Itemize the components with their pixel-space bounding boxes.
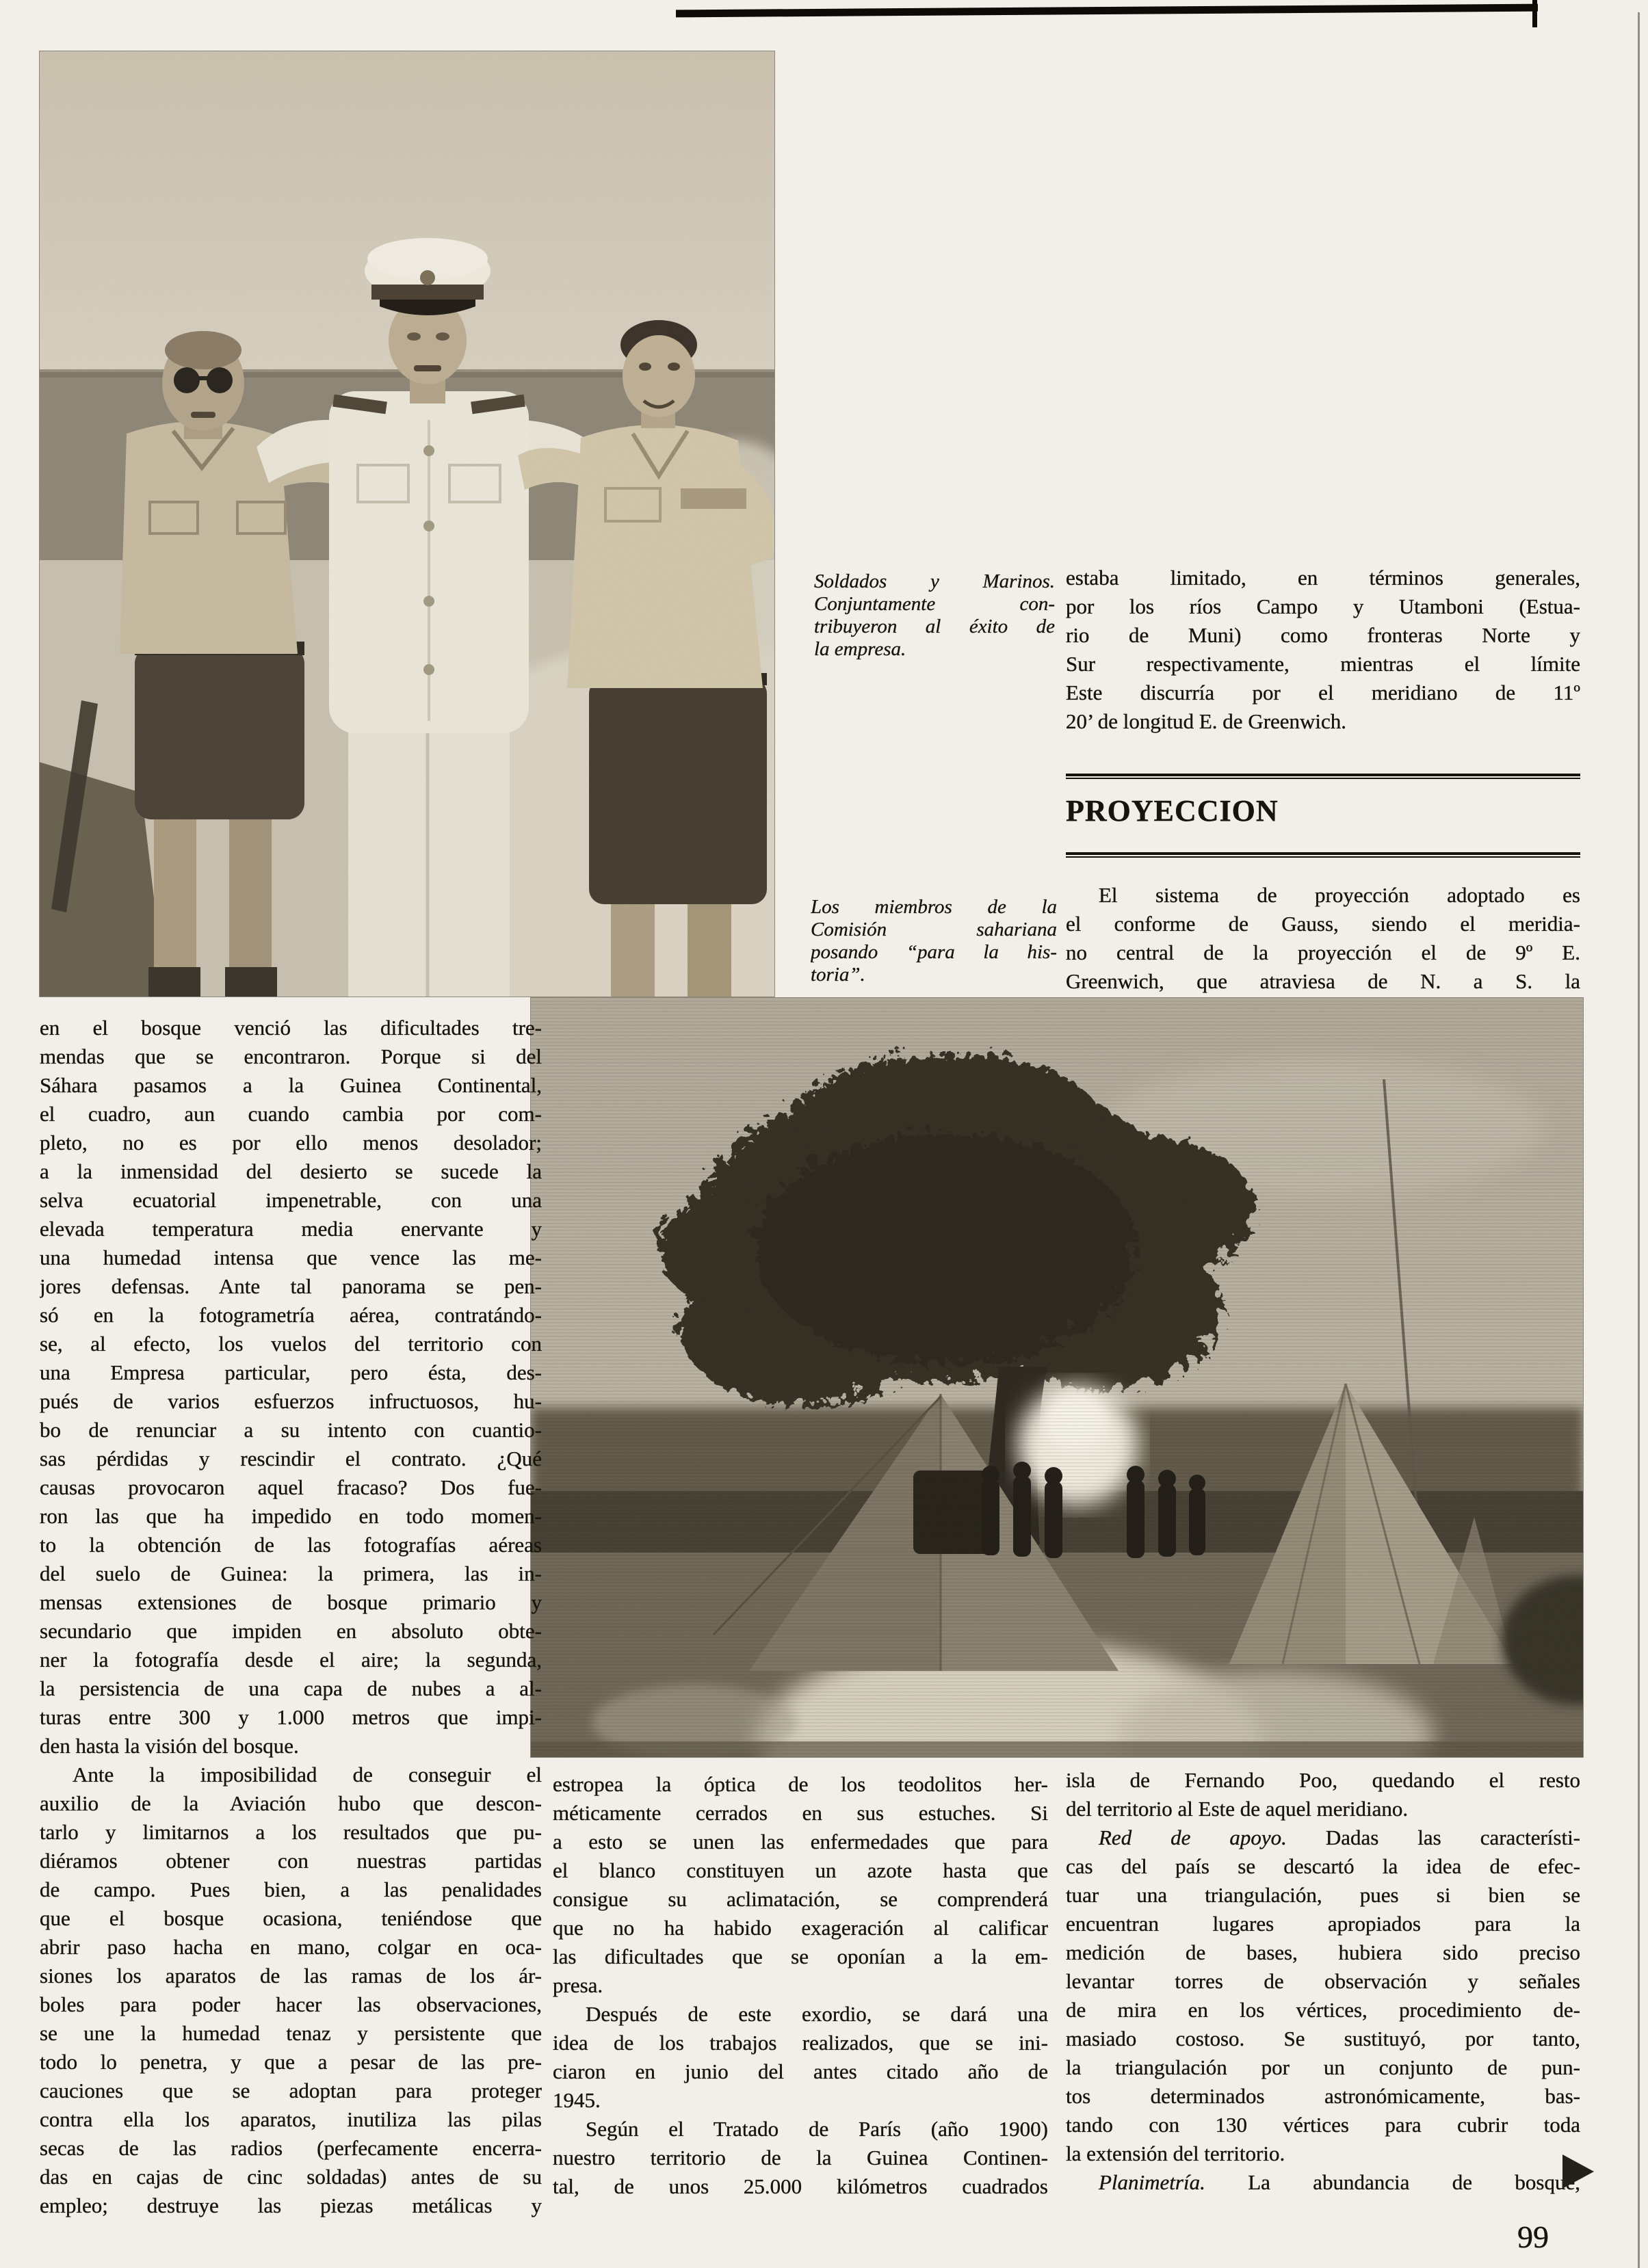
text-line: consigue su aclimatación, se comprenderá — [553, 1887, 1048, 1911]
text-line: turas entre 300 y 1.000 metros que impi- — [40, 1705, 542, 1729]
text-line: masiado costoso. Se sustituyó, por tanto, — [1066, 2027, 1580, 2051]
section-rule-top — [1066, 774, 1580, 779]
text-line: isla de Fernando Poo, quedando el resto — [1066, 1768, 1580, 1792]
page-edge-line — [1638, 12, 1640, 2268]
text-column-middle — [553, 1770, 1048, 2201]
text-line: mendas que se encontraron. Porque si del — [40, 1044, 542, 1068]
text-line: Según el Tratado de París (año 1900) — [586, 2117, 1048, 2141]
text-line: secas de las radios (perfecamente encerra- — [40, 2136, 542, 2160]
text-line: Red de apoyo. Dadas las característi- — [1099, 1825, 1580, 1849]
text-line: Planimetría. La abundancia de bosque, — [1099, 2170, 1580, 2194]
text-line: Este discurría por el meridiano de 11º — [1066, 681, 1580, 704]
text-line: la triangulación por un conjunto de pun- — [1066, 2055, 1580, 2079]
text-line: Ante la imposibilidad de conseguir el — [73, 1763, 542, 1786]
text-line: medición de bases, hubiera sido preciso — [1066, 1940, 1580, 1964]
text-line: a esto se unen las enfermedades que para — [553, 1830, 1048, 1854]
text-column-left — [40, 1014, 542, 2220]
text-line: 1945. — [553, 2088, 601, 2112]
text-line: toria”. — [811, 964, 865, 986]
text-line: to la obtención de las fotografías aéreas — [40, 1533, 542, 1557]
text-column-right-top — [1066, 564, 1580, 736]
text-line: que el bosque ocasiona, teniéndose que — [40, 1906, 542, 1930]
text-line: auxilio de la Aviación hubo que descon- — [40, 1791, 542, 1815]
text-line: diéramos obtener con nuestras partidas — [40, 1849, 542, 1873]
text-line: 20’ de longitud E. de Greenwich. — [1066, 709, 1347, 733]
photo2-caption — [811, 896, 1057, 986]
text-line: las dificultades que se oponían a la em- — [553, 1944, 1048, 1968]
text-line: del suelo de Guinea: la primera, las in- — [40, 1561, 542, 1585]
text-line: de mira en los vértices, procedimiento de- — [1066, 1998, 1580, 2022]
text-line: la extensión del territorio. — [1066, 2141, 1285, 2165]
text-line: secundario que impiden en absoluto obte- — [40, 1619, 542, 1643]
text-column-right-mid — [1066, 881, 1580, 996]
text-line: Soldados y Marinos. — [814, 570, 1055, 592]
text-line: empleo; destruye las piezas metálicas y — [40, 2193, 542, 2217]
text-line: una Empresa particular, pero ésta, des- — [40, 1360, 542, 1384]
text-line: del territorio al Este de aquel meridiano. — [1066, 1797, 1409, 1821]
film-grain — [530, 997, 1584, 1758]
text-line: tos determinados astronómicamente, bas- — [1066, 2084, 1580, 2108]
text-line: idea de los trabajos realizados, que se ini- — [553, 2031, 1048, 2055]
text-line: posando “para la his- — [811, 941, 1057, 963]
text-line: sas pérdidas y rescindir el contrato. ¿Qué — [40, 1447, 542, 1471]
italic-lead: Planimetría. — [1099, 2170, 1205, 2194]
text-line: das en cajas de cinc soldadas) antes de su — [40, 2165, 542, 2189]
text-line: el blanco constituyen un azote hasta que — [553, 1858, 1048, 1882]
text-line: la persistencia de una capa de nubes a al- — [40, 1676, 542, 1700]
scan-artifact-bar — [676, 4, 1538, 18]
text-line: cauciones que se adoptan para proteger — [40, 2079, 542, 2102]
text-line: Sur respectivamente, mientras el límite — [1066, 652, 1580, 676]
text-line: ron las que ha impedido en todo momen- — [40, 1504, 542, 1528]
text-line: pleto, no es por ello menos desolador; — [40, 1131, 542, 1155]
text-line: ner la fotografía desde el aire; la segunda, — [40, 1648, 542, 1672]
text-line: por los ríos Campo y Utamboni (Estua- — [1066, 594, 1580, 618]
text-line: tarlo y limitarnos a los resultados que pu- — [40, 1820, 542, 1844]
photo-camp-tents — [530, 997, 1584, 1758]
text-line: Comisión sahariana — [811, 919, 1057, 940]
text-line: se une la humedad tenaz y persistente que — [40, 2021, 542, 2045]
text-line: bo de renunciar a su intento con cuantio- — [40, 1418, 542, 1442]
text-line: encuentran lugares apropiados para la — [1066, 1912, 1580, 1936]
text-line: pués de varios esfuerzos infructuosos, hu- — [40, 1389, 542, 1413]
continuation-arrow-icon — [1562, 2154, 1594, 2189]
text-line: abrir paso hacha en mano, colgar en oca- — [40, 1935, 542, 1959]
photo2-illustration — [530, 997, 1584, 1758]
text-line: El sistema de proyección adoptado es — [1099, 883, 1580, 907]
text-line: selva ecuatorial impenetrable, con una — [40, 1188, 542, 1212]
text-line: todo lo penetra, y que a pesar de las pre- — [40, 2050, 542, 2074]
text-line: que no ha habido exageración al calificar — [553, 1916, 1048, 1940]
text-line: tribuyeron al éxito de — [814, 616, 1055, 637]
text-line: rio de Muni) como fronteras Norte y — [1066, 623, 1580, 647]
text-line: una humedad intensa que vence las me- — [40, 1245, 542, 1269]
text-line: méticamente cerrados en sus estuches. Si — [553, 1801, 1048, 1825]
text-line: boles para poder hacer las observaciones, — [40, 1992, 542, 2016]
text-line: Después de este exordio, se dará una — [586, 2002, 1048, 2026]
text-line: en el bosque venció las dificultades tre- — [40, 1016, 542, 1040]
page-number: 99 — [1517, 2219, 1549, 2254]
text-line: causas provocaron aquel fracaso? Dos fue- — [40, 1475, 542, 1499]
text-line: de campo. Pues bien, a las penalidades — [40, 1877, 542, 1901]
text-line: cas del país se descartó la idea de efec- — [1066, 1854, 1580, 1878]
italic-lead: Red de apoyo. — [1099, 1825, 1287, 1849]
text-line: el conforme de Gauss, siendo el meridia- — [1066, 912, 1580, 936]
text-line: estropea la óptica de los teodolitos her- — [553, 1772, 1048, 1796]
film-grain — [39, 51, 775, 997]
text-line: Conjuntamente con- — [814, 593, 1055, 615]
text-line: só en la fotogrametría aérea, contratándo- — [40, 1303, 542, 1327]
section-heading: PROYECCION — [1066, 794, 1279, 828]
text-line: estaba limitado, en términos generales, — [1066, 566, 1580, 590]
text-line: jores defensas. Ante tal panorama se pen- — [40, 1274, 542, 1298]
text-line: Greenwich, que atraviesa de N. a S. la — [1066, 969, 1580, 993]
section-rule-bottom — [1066, 852, 1580, 858]
photo1-caption — [814, 570, 1055, 661]
text-line: contra ella los aparatos, inutiliza las pilas — [40, 2107, 542, 2131]
text-line: tuar una triangulación, pues si bien se — [1066, 1883, 1580, 1907]
text-line: no central de la proyección el de 9º E. — [1066, 940, 1580, 964]
text-line: presa. — [553, 1973, 603, 1997]
scan-artifact-tick — [1532, 0, 1537, 27]
text-line: levantar torres de observación y señales — [1066, 1969, 1580, 1993]
text-line: tando con 130 vértices para cubrir toda — [1066, 2113, 1580, 2137]
text-line: se, al efecto, los vuelos del territorio con — [40, 1332, 542, 1356]
photo1-illustration — [39, 51, 775, 997]
text-line: ciaron en junio del antes citado año de — [553, 2059, 1048, 2083]
text-line: siones los aparatos de las ramas de los ár- — [40, 1964, 542, 1988]
text-line: Los miembros de la — [811, 896, 1057, 918]
text-line: tal, de unos 25.000 kilómetros cuadrados — [553, 2174, 1048, 2198]
text-line: Sáhara pasamos a la Guinea Continental, — [40, 1073, 542, 1097]
text-line: nuestro territorio de la Guinea Continen- — [553, 2146, 1048, 2170]
photo-soldiers-and-marines — [39, 51, 775, 997]
text-line: mensas extensiones de bosque primario y — [40, 1590, 542, 1614]
text-line: den hasta la visión del bosque. — [40, 1734, 299, 1758]
text-line: elevada temperatura media enervante y — [40, 1217, 542, 1241]
text-line: a la inmensidad del desierto se sucede la — [40, 1159, 542, 1183]
text-column-right-bottom — [1066, 1766, 1580, 2197]
text-line: la empresa. — [814, 638, 906, 660]
text-line: el cuadro, aun cuando cambia por com- — [40, 1102, 542, 1126]
